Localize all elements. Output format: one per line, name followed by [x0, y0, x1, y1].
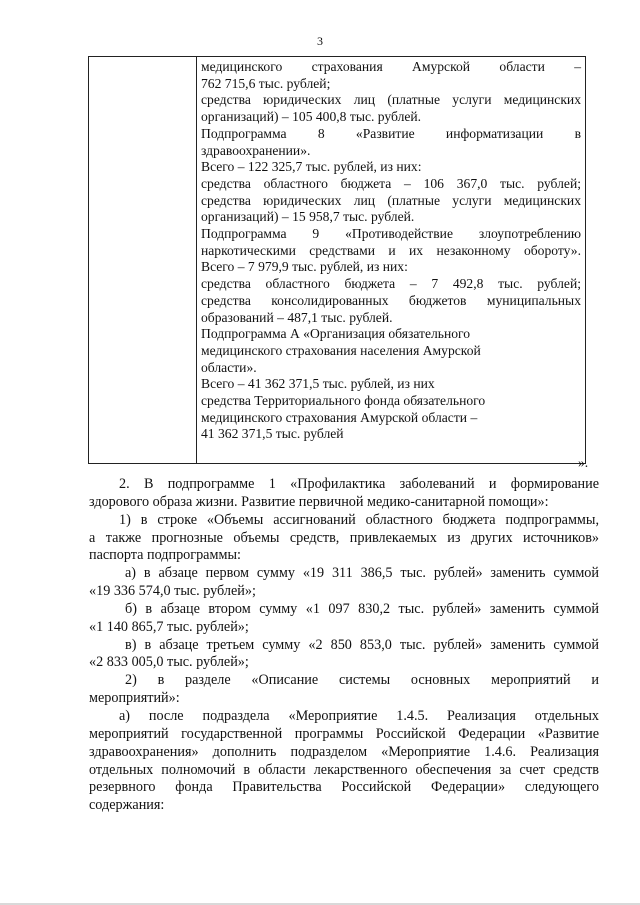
- table-text-line: Подпрограмма А «Организация обязательного: [201, 326, 471, 342]
- table-text-line: организаций) – 105 400,8 тыс. рублей.: [201, 109, 422, 125]
- body-text-line: здорового образа жизни. Развитие первичной медико-санитарной помощи»:: [89, 493, 549, 510]
- table-text-line: медицинского страхования населения Амурской: [201, 342, 481, 358]
- table-right-cell: [201, 59, 581, 443]
- body-text-line: резервного фонда Правительства Российской Федерации» следующего: [89, 779, 599, 796]
- table-text-line: средства консолидированных бюджетов муниципальных: [201, 292, 581, 308]
- table-text-line: средства юридических лиц (платные услуги медицинских: [201, 92, 581, 108]
- body-text-line: «19 336 574,0 тыс. рублей»;: [89, 583, 256, 600]
- table-text-line: средства областного бюджета – 106 367,0 тыс. рублей;: [201, 175, 581, 191]
- body-text-line: 2) в разделе «Описание системы основных мероприятий и: [125, 672, 599, 689]
- table-text-line: 762 715,6 тыс. рублей;: [201, 75, 331, 91]
- page-number: 3: [317, 34, 323, 48]
- document-body: [89, 476, 599, 815]
- body-text-line: «2 833 005,0 тыс. рублей»;: [89, 654, 249, 671]
- table-text-line: медицинского страхования Амурской области –: [201, 409, 478, 425]
- table-text-line: Всего – 41 362 371,5 тыс. рублей, из них: [201, 376, 435, 392]
- table-text-line: Подпрограмма 8 «Развитие информатизации в: [201, 125, 581, 141]
- body-text-line: мероприятий государственной программы Российской Федерации «Развитие: [89, 725, 599, 742]
- table-text-line: средства юридических лиц (платные услуги медицинских: [201, 192, 581, 208]
- body-text-line: 2. В подпрограмме 1 «Профилактика заболеваний и формирование: [119, 476, 599, 492]
- table-text-line: организаций) – 15 958,7 тыс. рублей.: [201, 209, 415, 225]
- passport-table: [88, 56, 586, 464]
- body-text-line: отдельных полномочий в области лекарственного обеспечения за счет средств: [89, 761, 599, 778]
- table-text-line: средства областного бюджета – 7 492,8 тыс. рублей;: [201, 276, 581, 292]
- body-text-line: «1 140 865,7 тыс. рублей»;: [89, 618, 249, 635]
- table-text-line: Всего – 122 325,7 тыс. рублей, из них:: [201, 159, 422, 175]
- table-text-line: средства Территориального фонда обязательного: [201, 393, 486, 409]
- body-text-line: 1) в строке «Объемы ассигнований областного бюджета подпрограммы,: [119, 511, 599, 528]
- table-text-line: здравоохранении».: [201, 142, 311, 158]
- body-text-line: мероприятий»:: [89, 690, 180, 707]
- body-text-line: а) в абзаце первом сумму «19 311 386,5 тыс. рублей» заменить суммой: [125, 565, 599, 582]
- body-text-line: а) после подраздела «Мероприятие 1.4.5. Реализация отдельных: [119, 707, 599, 724]
- table-text-line: медицинского страхования Амурской области –: [201, 59, 581, 74]
- table-text-line: наркотическими средствами и их незаконному обороту».: [201, 242, 581, 258]
- body-text-line: здравоохранения» дополнить подразделом «Мероприятие 1.4.6. Реализация: [89, 743, 599, 760]
- body-text-line: содержания:: [89, 797, 165, 814]
- body-text-line: а также прогнозные объемы средств, привлекаемых из других источников»: [89, 529, 599, 546]
- table-text-line: 41 362 371,5 тыс. рублей: [201, 426, 344, 442]
- table-text-line: Всего – 7 979,9 тыс. рублей, из них:: [201, 259, 408, 275]
- table-text-line: Подпрограмма 9 «Противодействие злоупотреблению: [201, 226, 581, 242]
- body-text-line: паспорта подпрограммы:: [89, 547, 241, 564]
- body-text-line: в) в абзаце третьем сумму «2 850 853,0 тыс. рублей» заменить суммой: [125, 636, 599, 653]
- body-text-line: б) в абзаце втором сумму «1 097 830,2 тыс. рублей» заменить суммой: [125, 600, 599, 617]
- table-left-cell: [89, 57, 197, 463]
- closing-quote: ».: [578, 455, 589, 470]
- table-text-line: области».: [201, 359, 257, 375]
- table-text-line: образований – 487,1 тыс. рублей.: [201, 309, 393, 325]
